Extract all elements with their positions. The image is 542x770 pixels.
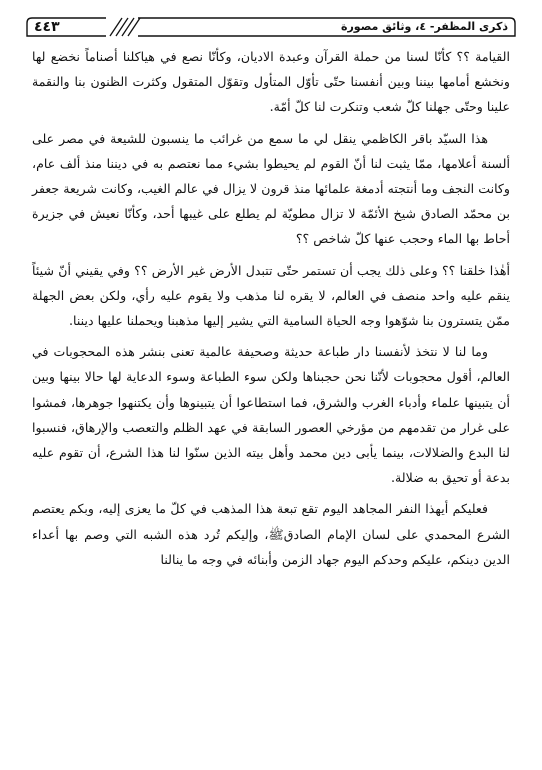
paragraph: أهٰذا خلقنا ؟؟ وعلى ذلك يجب أن تستمر حتّى تتبدل الأرض غير الأرض ؟؟ وفي يقيني أنّ شيئاً ينقم عليه واحد منصف في العالم، لا يقره لنا مذهب ولا يقوم عليه رأي، ولكن بعض الجهلة ممّن يتسترون بنا شوّهوا وجه الحياة السامية التي يشير إليها مذهبنا ويحملنا عليها ديننا.: [32, 262, 510, 329]
running-header-title: ذكرى المظفر- ٤، وثائق مصورة: [340, 20, 508, 33]
paragraph: هذا السيّد باقر الكاظمي ينقل لي ما سمع من غرائب ما ينسبون للشيعة في مصر على ألسنة أعلامها، ممّا يثبت لنا أنّ القوم لم يحيطوا بشيء مما نعتصم به في ديننا منذ ألف عام، وكانت النجف وما أنتجته أدمغة علمائها منذ قرون لا يزال في عالم الغيب، وكانت شريعة جعفر بن محمّد الصادق شيخ الأئمّة لا تزال مطويّة لم يطلع على غيبها أحد، وكأنّا نعيش في جزيرة أحاط بها الماء وحجب عنها كلّ شاخص ؟؟: [32, 130, 510, 247]
body-text: [32, 44, 510, 578]
paragraph: وما لنا لا نتخذ لأنفسنا دار طباعة حديثة وصحيفة عالمية تعنى بنشر هذه المحجوبات في العالم، أقول محجوبات لأنّنا نحن حجبناها ولكن سوء الطباعة وسوء الدعاية لها حالا بينها وبين أن يتبينها علماء وأدباء الغرب والشرق، فما استطاعوا أن يتبينوها وأن يكتنهوا جوهرها، فمشوا على غرار من تقدمهم من مؤرخي العصور السابقة في عهد الظلم والتعصب والإرهاق، فنسبوا لنا البدع والضلالات، بينما يأبى دين محمد وأهل بيته الذين سنّوا لنا هذا الشرع، أن تقوم عليه بدعة أو تحيق به ضلالة.: [32, 344, 510, 486]
page-header: [26, 17, 516, 37]
page-number: ٤٤٣: [34, 19, 60, 35]
paragraph: فعليكم أيهذا النفر المجاهد اليوم تقع تبعة هذا المذهب في كلّ ما يعزى إليه، وبكم يعتصم الشرع المحمدي على لسان الإمام الصادقﷺ، وإليكم تُرد هذه الشبه التي وصم بها أعداء الدين دينكم، عليكم وحدكم اليوم جهاد الزمن وأبنائه في وجه ما ينالنا: [32, 501, 510, 567]
paragraph: القيامة ؟؟ كأنّا لسنا من حملة القرآن وعبدة الاديان، وكأنّا نصع في هياكلنا أصناماً نخضع لها ونخشع أمامها بيننا وبين أنفسنا حتّى تأوّل المتأول وتقوّل المتقول وكثرت الظنون بنا والنقمة علينا وحتّى جهلنا كلّ شعب وتنكرت لنا كلّ أمّة.: [32, 49, 510, 115]
